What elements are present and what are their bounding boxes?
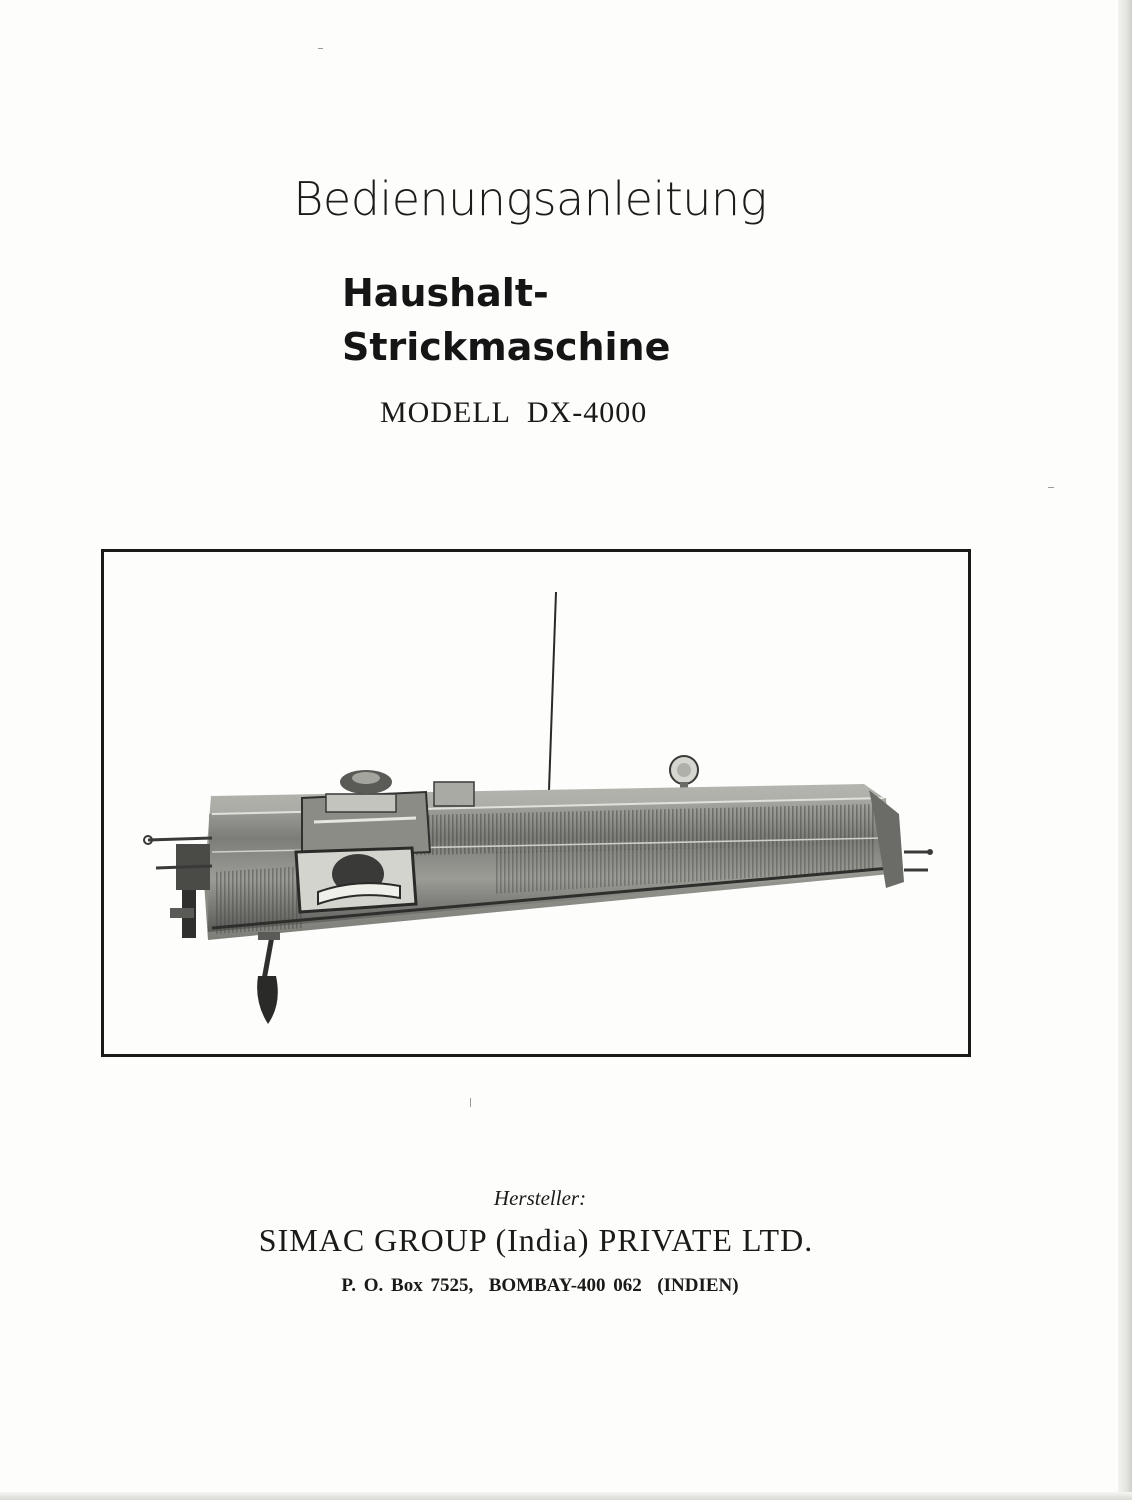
machine-photo-frame <box>101 549 971 1057</box>
crank-lever <box>257 932 280 1024</box>
scan-speck <box>1048 487 1054 488</box>
manufacturer-address: P. O. Box 7525, BOMBAY-400 062 (INDIEN) <box>341 1275 739 1296</box>
subtitle-line-2: Strickmaschine <box>342 325 671 369</box>
left-table-clamp <box>144 836 212 938</box>
row-counter <box>434 782 474 806</box>
carriage <box>296 770 430 912</box>
document-subtitle <box>342 266 762 374</box>
page-edge-shadow <box>1118 0 1132 1500</box>
manufacturer-name: SIMAC GROUP (India) PRIVATE LTD. <box>258 1222 814 1258</box>
tension-dial <box>670 756 698 792</box>
subtitle-line-1: Haushalt- <box>342 271 549 315</box>
manufacturer-label: Hersteller: <box>493 1186 587 1210</box>
document-title: Bedienungsanleitung <box>293 172 767 226</box>
scan-speck <box>318 48 323 49</box>
scan-speck <box>470 1098 471 1107</box>
model-number: MODELL DX-4000 <box>380 396 648 429</box>
knitting-machine-photo <box>104 552 968 1054</box>
yarn-mast <box>549 592 556 790</box>
page-bottom-edge <box>0 1492 1132 1500</box>
